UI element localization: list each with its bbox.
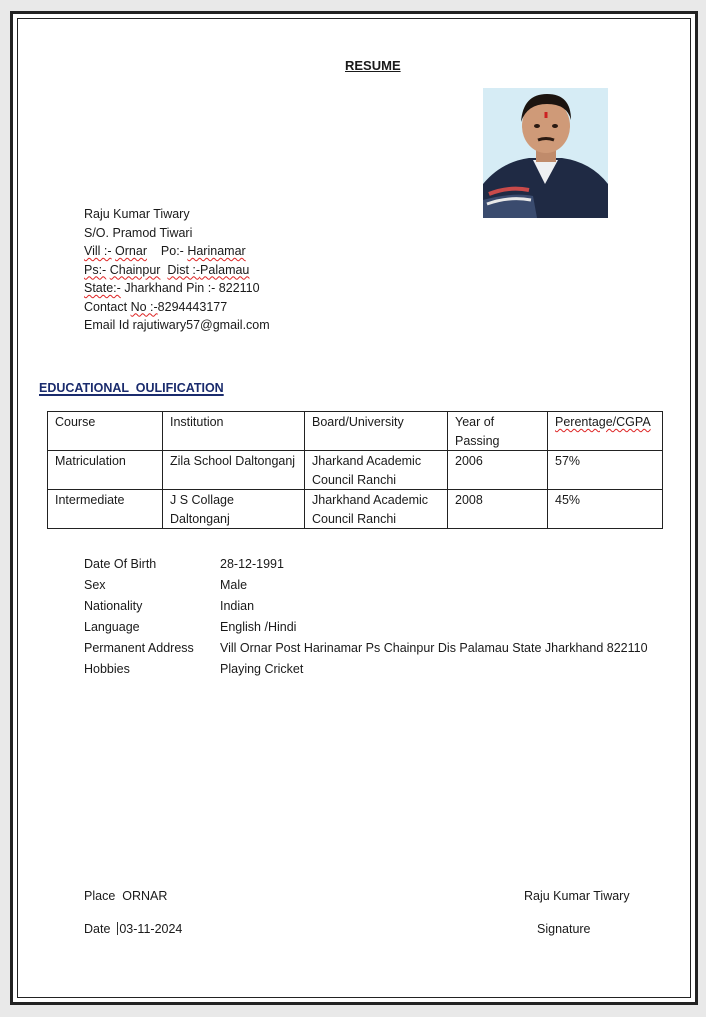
candidate-name: Raju Kumar Tiwary: [84, 207, 190, 221]
father-name: S/O. Pramod Tiwari: [84, 225, 193, 240]
signature-label: Signature: [537, 922, 591, 936]
place-value: ORNAR: [122, 889, 168, 903]
ps-dist-line: Ps:- Chainpur Dist :-Palamau: [84, 262, 250, 277]
detail-row-sex: [84, 578, 648, 599]
table-cell: J S Collage Daltonganj: [163, 490, 305, 529]
detail-value: Playing Cricket: [220, 662, 304, 676]
table-row: [48, 490, 663, 529]
education-heading: EDUCATIONAL OULIFICATION: [39, 381, 224, 395]
detail-row-hobbies: [84, 662, 648, 683]
table-cell: 2006: [448, 451, 548, 490]
date-value: 03-11-2024: [119, 922, 183, 936]
table-row: [48, 451, 663, 490]
detail-row-language: [84, 620, 648, 641]
contact-line: Contact No :-8294443177: [84, 299, 228, 314]
detail-row-address: [84, 641, 648, 662]
contact-block: [84, 205, 270, 335]
header-cell: Institution: [163, 412, 305, 451]
resume-page: [10, 11, 698, 1005]
personal-details: [84, 557, 648, 683]
state-line: State:- Jharkhand Pin :- 822110: [84, 281, 260, 295]
detail-label: Hobbies: [84, 662, 130, 676]
table-cell: 2008: [448, 490, 548, 529]
detail-value: Indian: [220, 599, 255, 613]
date-line: [84, 922, 182, 936]
table-cell: 57%: [548, 451, 663, 490]
table-cell: Matriculation: [48, 451, 163, 490]
detail-label: Sex: [84, 578, 106, 592]
detail-value: English /Hindi: [220, 620, 297, 634]
village-line: Vill :- Ornar Po:- Harinamar: [84, 244, 246, 258]
detail-label: Nationality: [84, 599, 143, 613]
table-cell: 45%: [548, 490, 663, 529]
table-cell: Jharkand Academic Council Ranchi: [305, 451, 448, 490]
table-cell: Jharkhand Academic Council Ranchi: [305, 490, 448, 529]
place-line: [84, 889, 167, 903]
detail-label: Date Of Birth: [84, 557, 157, 571]
detail-row-nationality: [84, 599, 648, 620]
table-header-row: [48, 412, 663, 451]
place-label: Place: [84, 889, 116, 903]
signer-name: Raju Kumar Tiwary: [524, 889, 630, 903]
table-cell: Intermediate: [48, 490, 163, 529]
header-cell: Board/University: [305, 412, 448, 451]
table-cell: Zila School Daltonganj: [163, 451, 305, 490]
detail-label: Permanent Address: [84, 641, 194, 655]
detail-label: Language: [84, 620, 140, 634]
education-table: [47, 411, 663, 529]
profile-photo: [483, 88, 608, 218]
detail-value: Vill Ornar Post Harinamar Ps Chainpur Dis Palamau State Jharkhand 822110: [220, 641, 648, 655]
header-cell: Course: [48, 412, 163, 451]
header-cell: Perentage/CGPA: [548, 412, 663, 451]
header-cell: Year of Passing: [448, 412, 548, 451]
resume-title: RESUME: [345, 58, 401, 73]
detail-row-dob: [84, 557, 648, 578]
email-line: Email Id rajutiwary57@gmail.com: [84, 318, 270, 332]
detail-value: Male: [220, 578, 248, 592]
detail-value: 28-12-1991: [220, 557, 284, 571]
date-label: Date: [84, 922, 111, 936]
